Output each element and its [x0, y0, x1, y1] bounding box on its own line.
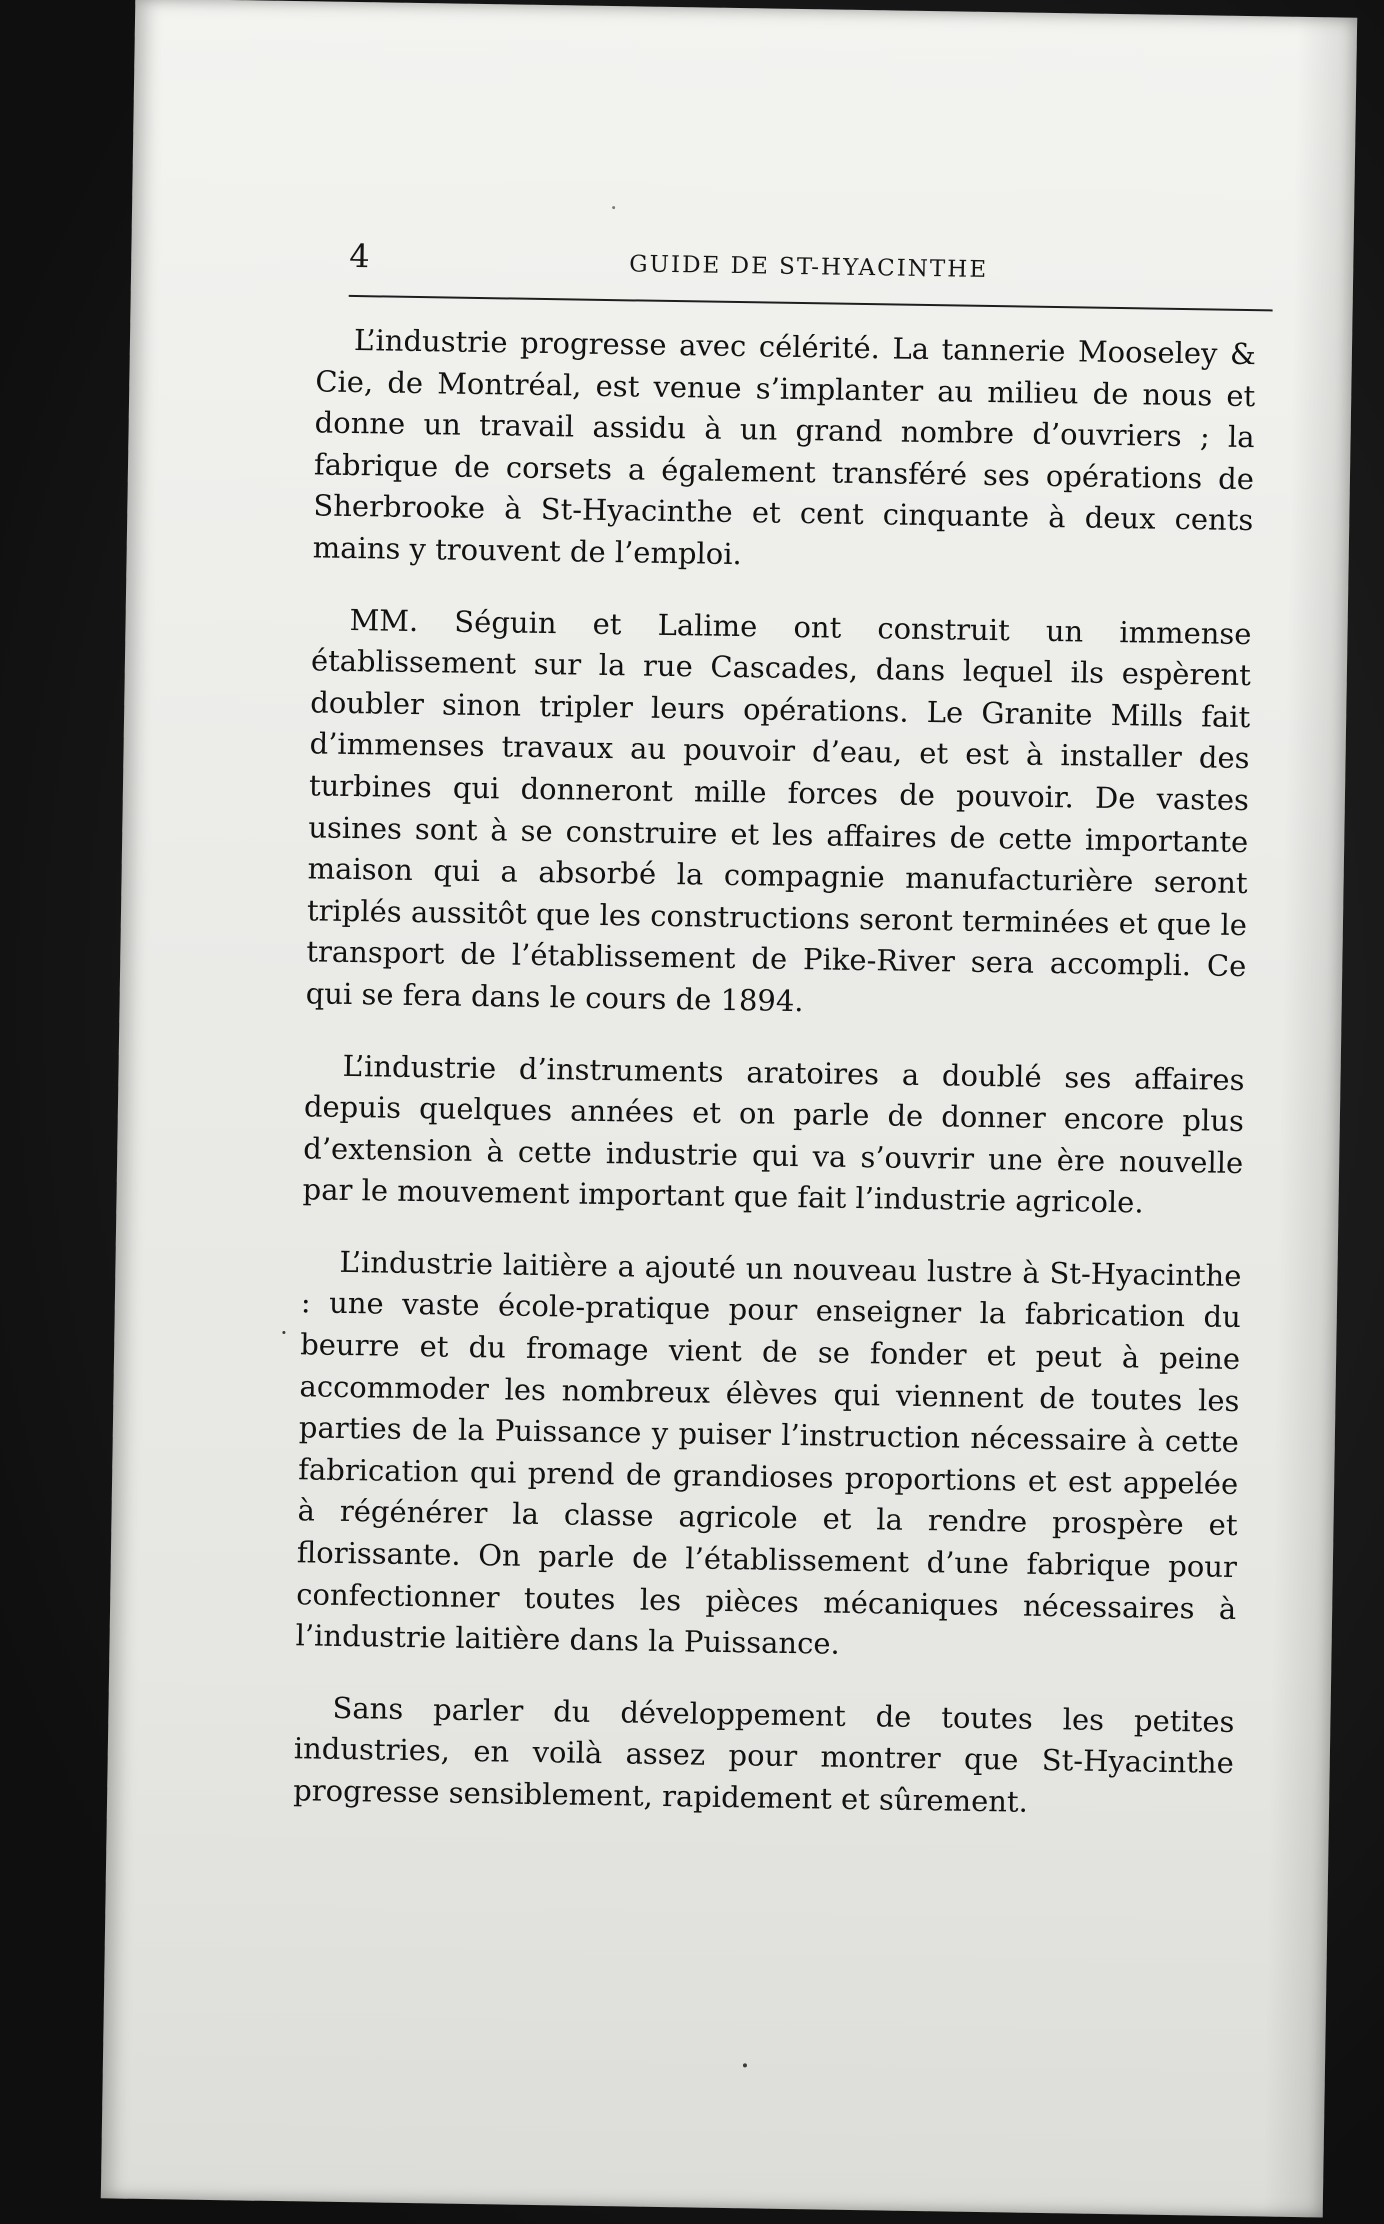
page-edge-shadow: [1263, 17, 1358, 2218]
dust-speck: [743, 2063, 747, 2067]
paragraph-5: Sans parler du développement de toutes les petites industries, en voilà assez pour montrer que St-Hyacinthe progresse sensiblement, rapidement et sûrement.: [292, 1690, 1235, 1819]
paragraph-3: L’industrie d’instruments aratoires a doublé ses affaires depuis quelques années et on parle de donner encore plus d’extension à cette industrie qui va s’ouvrir une ère nouvelle par le mouvement important que fait l’industrie agricole.: [302, 1048, 1245, 1220]
page-number: 4: [349, 236, 370, 276]
paragraph-4: L’industrie laitière a ajouté un nouveau lustre à St-Hyacinthe : une vaste école-pratique pour enseigner la fabrication du beurre et du fromage vient de se fonder et peut à peine accommoder les nombreux élèves qui viennent de toutes les parties de la Puissance y puiser l’instruction nécessaire à cette fabrication qui prend de grandioses proportions et est appelée à régénérer la classe agricole et la rendre prospère et florissante. On parle de l’établissement d’une fabrique pour confectionner toutes les pièces mécaniques nécessaires à l’industrie laitière dans la Puissance.: [295, 1244, 1242, 1662]
dust-speck: [612, 206, 615, 209]
page-header: [349, 237, 1274, 312]
book-page: [101, 0, 1357, 2217]
dust-speck: [282, 1331, 285, 1334]
paragraph-1: L’industrie progresse avec célérité. La tannerie Mooseley & Cie, de Montréal, est venue s’implanter au milieu de nous et donne un travail assidu à un grand nombre d’ouvriers ; la fabrique de corsets a également transféré ses opérations de Sherbrooke à St-Hyacinthe et cent cinquante à deux cents mains y trouvent de l’emploi.: [312, 323, 1257, 572]
running-title: GUIDE DE ST-HYACINTHE: [629, 251, 989, 283]
body-text: [292, 319, 1256, 1856]
paragraph-2: MM. Séguin et Lalime ont construit un immense établissement sur la rue Cascades, dans lequel ils espèrent doubler sinon tripler leurs opérations. Le Granite Mills fait d’immenses travaux au pouvoir d’eau, et est à installer des turbines qui donneront mille forces de pouvoir. De vastes usines sont à se construire et les affaires de cette importante maison qui a absorbé la compagnie manufacturière seront triplés aussitôt que les constructions seront terminées et que le transport de l’établissement de Pike-River sera accompli. Ce qui se fera dans le cours de 1894.: [305, 602, 1252, 1019]
